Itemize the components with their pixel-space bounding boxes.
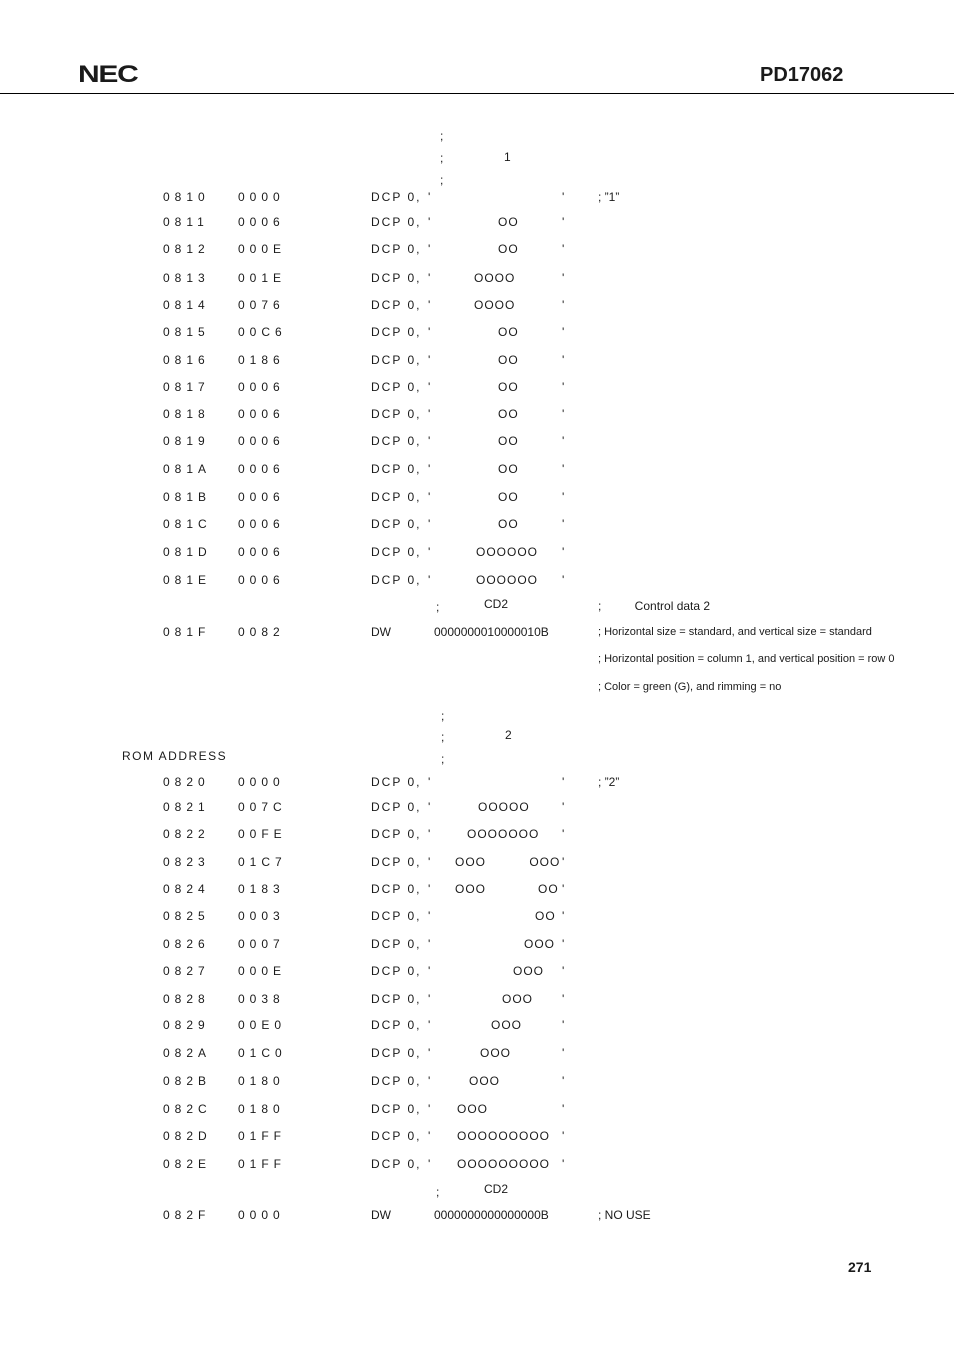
- row-op: DCP 0,: [371, 573, 422, 587]
- row-data: 0000: [238, 775, 285, 789]
- row-dot-pattern: OOO: [469, 1074, 501, 1088]
- row-quote-close: ': [562, 1129, 565, 1143]
- row-quote-close: ': [562, 1018, 565, 1032]
- row-quote-open: ': [428, 517, 431, 531]
- row-dot-pattern: OOO: [480, 1046, 512, 1060]
- row-quote-open: ': [428, 855, 431, 869]
- row-op: DCP 0,: [371, 298, 422, 312]
- row-op: DCP 0,: [371, 1102, 422, 1116]
- row-address: 082E: [163, 1157, 212, 1171]
- header-rule: [0, 93, 954, 94]
- row-op: DCP 0,: [371, 380, 422, 394]
- row-data: 0006: [238, 434, 285, 448]
- comment-number: 1: [504, 150, 511, 164]
- dw-note: ; Horizontal position = column 1, and vertical position = row 0: [598, 653, 895, 665]
- row-data: 0180: [238, 1074, 285, 1088]
- cd-comment-note: ; Control data 2: [598, 599, 711, 613]
- dw-op: DW: [371, 1208, 391, 1222]
- row-quote-close: ': [562, 407, 565, 421]
- row-dot-pattern: OOO: [524, 937, 556, 951]
- row-op: DCP 0,: [371, 462, 422, 476]
- row-quote-open: ': [428, 1129, 431, 1143]
- cd-comment-text: CD2: [484, 597, 509, 611]
- row-dot-pattern: OO: [498, 462, 519, 476]
- row-quote-open: ': [428, 992, 431, 1006]
- row-data: 01C0: [238, 1046, 287, 1060]
- row-quote-close: ': [562, 909, 565, 923]
- row-quote-open: ': [428, 882, 431, 896]
- row-data: 0076: [238, 298, 285, 312]
- row-op: DCP 0,: [371, 353, 422, 367]
- row-data: 0006: [238, 407, 285, 421]
- row-quote-open: ': [428, 353, 431, 367]
- row-data: 00E0: [238, 1018, 287, 1032]
- row-dot-pattern: OOO: [513, 964, 545, 978]
- comment-line: ;: [441, 752, 445, 766]
- row-op: DCP 0,: [371, 964, 422, 978]
- row-dot-pattern: OO: [498, 215, 519, 229]
- row-dot-pattern: OOOOOOO: [467, 827, 540, 841]
- row-address: 0818: [163, 407, 210, 421]
- comment-line: ;: [440, 129, 444, 143]
- row-op: DCP 0,: [371, 1074, 422, 1088]
- row-op: DCP 0,: [371, 545, 422, 559]
- row-quote-open: ': [428, 909, 431, 923]
- row-address: 0810: [163, 190, 210, 204]
- row-quote-close: ': [562, 242, 565, 256]
- row-op: DCP 0,: [371, 215, 422, 229]
- row-quote-open: ': [428, 242, 431, 256]
- row-dot-pattern: OOOOOOOOO: [457, 1129, 551, 1143]
- row-quote-open: ': [428, 800, 431, 814]
- row-data: 0007: [238, 937, 285, 951]
- comment-line: ;: [441, 709, 445, 723]
- row-quote-open: ': [428, 380, 431, 394]
- row-dot-pattern: OO: [498, 407, 519, 421]
- row-op: DCP 0,: [371, 434, 422, 448]
- row-quote-close: ': [562, 827, 565, 841]
- row-quote-close: ': [562, 800, 565, 814]
- row-quote-close: ': [562, 517, 565, 531]
- row-quote-open: ': [428, 407, 431, 421]
- row-quote-open: ': [428, 573, 431, 587]
- row-data: 0003: [238, 909, 285, 923]
- row-address: 081D: [163, 545, 212, 559]
- row-address: 081A: [163, 462, 212, 476]
- row-quote-close: ': [562, 545, 565, 559]
- row-quote-open: ': [428, 190, 431, 204]
- row-quote-close: ': [562, 1102, 565, 1116]
- row-dot-pattern: OOOOOO: [476, 573, 539, 587]
- row-dot-pattern: OOO: [457, 1102, 489, 1116]
- row-op: DCP 0,: [371, 517, 422, 531]
- row-data: 0180: [238, 1102, 285, 1116]
- row-op: DCP 0,: [371, 937, 422, 951]
- row-quote-close: ': [562, 573, 565, 587]
- row-dot-pattern: OO: [498, 434, 519, 448]
- row-dot-pattern: OO: [498, 517, 519, 531]
- row-dot-pattern: OO: [498, 325, 519, 339]
- row-address: 0812: [163, 242, 210, 256]
- row-address: 081C: [163, 517, 212, 531]
- row-address: 0815: [163, 325, 210, 339]
- row-quote-close: ': [562, 215, 565, 229]
- cd-comment-semicolon: ;: [436, 1185, 440, 1199]
- row-dot-pattern: OO: [535, 909, 556, 923]
- row-address: 082D: [163, 1129, 212, 1143]
- row-quote-open: ': [428, 325, 431, 339]
- row-quote-close: ': [562, 1074, 565, 1088]
- row-address: 0829: [163, 1018, 210, 1032]
- row-quote-open: ': [428, 462, 431, 476]
- row-address: 0814: [163, 298, 210, 312]
- dw-data: 0082: [238, 625, 285, 639]
- row-address: 082B: [163, 1074, 212, 1088]
- row-dot-pattern: OOO: [502, 992, 534, 1006]
- row-op: DCP 0,: [371, 1157, 422, 1171]
- comment-line: ;: [440, 151, 444, 165]
- rom-address-label: ROM ADDRESS: [122, 749, 228, 763]
- row-data: 000E: [238, 964, 287, 978]
- row-quote-open: ': [428, 434, 431, 448]
- row-dot-pattern: OO: [498, 353, 519, 367]
- row-op: DCP 0,: [371, 827, 422, 841]
- row-dot-pattern: OO: [498, 242, 519, 256]
- row-dot-pattern: OO: [498, 490, 519, 504]
- cd-comment-semicolon: ;: [436, 600, 440, 614]
- row-dot-pattern: OOO: [491, 1018, 523, 1032]
- row-address: 0823: [163, 855, 210, 869]
- row-quote-open: ': [428, 490, 431, 504]
- row-data: 0006: [238, 380, 285, 394]
- row-op: DCP 0,: [371, 490, 422, 504]
- row-op: DCP 0,: [371, 190, 422, 204]
- dw-address: 081F: [163, 625, 211, 639]
- row-quote-close: ': [562, 462, 565, 476]
- row-data: 0006: [238, 545, 285, 559]
- row-address: 0821: [163, 800, 210, 814]
- row-quote-close: ': [562, 325, 565, 339]
- row-address: 0813: [163, 271, 210, 285]
- row-op: DCP 0,: [371, 325, 422, 339]
- row-quote-open: ': [428, 937, 431, 951]
- row-address: 0822: [163, 827, 210, 841]
- row-dot-pattern: OO: [498, 380, 519, 394]
- row-data: 007C: [238, 800, 287, 814]
- row-quote-close: ': [562, 298, 565, 312]
- document-title: PD17062: [760, 64, 844, 86]
- row-data: 000E: [238, 242, 287, 256]
- row-quote-close: ': [562, 490, 565, 504]
- row-data: 0006: [238, 517, 285, 531]
- row-op: DCP 0,: [371, 800, 422, 814]
- row-data: 0186: [238, 353, 285, 367]
- dw-note: ; Horizontal size = standard, and vertical size = standard: [598, 626, 872, 638]
- row-data: 01C7: [238, 855, 287, 869]
- row-dot-pattern: OOOOOOOOO: [457, 1157, 551, 1171]
- row-address: 0819: [163, 434, 210, 448]
- row-quote-close: ': [562, 937, 565, 951]
- dw-data: 0000: [238, 1208, 285, 1222]
- nec-logo: NEC: [78, 61, 138, 88]
- row-quote-close: ': [562, 1157, 565, 1171]
- comment-line: ;: [440, 173, 444, 187]
- row-op: DCP 0,: [371, 1046, 422, 1060]
- row-op: DCP 0,: [371, 1018, 422, 1032]
- row-address: 0817: [163, 380, 210, 394]
- row-address: 0824: [163, 882, 210, 896]
- row-op: DCP 0,: [371, 909, 422, 923]
- row-quote-close: ': [562, 992, 565, 1006]
- row-quote-open: ': [428, 545, 431, 559]
- row-dot-pattern: OOOO: [474, 298, 516, 312]
- row-quote-close: ': [562, 882, 565, 896]
- row-op: DCP 0,: [371, 992, 422, 1006]
- row-quote-close: ': [562, 353, 565, 367]
- row-dot-pattern: OOO OO: [455, 882, 559, 896]
- row-data: 0183: [238, 882, 285, 896]
- row-address: 0826: [163, 937, 210, 951]
- row-quote-open: ': [428, 215, 431, 229]
- row-address: 0811: [163, 215, 209, 229]
- row-dot-pattern: OOO OOO: [455, 855, 561, 869]
- row-quote-close: ': [562, 434, 565, 448]
- row-op: DCP 0,: [371, 407, 422, 421]
- row-quote-open: ': [428, 964, 431, 978]
- row-data: 0006: [238, 215, 285, 229]
- dw-address: 082F: [163, 1208, 211, 1222]
- row-quote-open: ': [428, 1157, 431, 1171]
- comment-number: 2: [505, 728, 512, 742]
- row-data: 01FF: [238, 1157, 287, 1171]
- page-number: 271: [848, 1259, 872, 1275]
- row-data: 0006: [238, 462, 285, 476]
- row-quote-open: ': [428, 1018, 431, 1032]
- row-note: ; ”2”: [598, 775, 620, 789]
- row-data: 0000: [238, 190, 285, 204]
- row-quote-open: ': [428, 298, 431, 312]
- row-quote-close: ': [562, 380, 565, 394]
- dw-value: 0000000010000010B: [434, 625, 549, 639]
- row-quote-open: ': [428, 271, 431, 285]
- row-quote-open: ': [428, 1102, 431, 1116]
- row-quote-close: ': [562, 775, 565, 789]
- row-address: 0828: [163, 992, 210, 1006]
- row-data: 0006: [238, 490, 285, 504]
- row-data: 01FF: [238, 1129, 287, 1143]
- row-quote-close: ': [562, 190, 565, 204]
- row-op: DCP 0,: [371, 882, 422, 896]
- row-data: 0038: [238, 992, 285, 1006]
- row-dot-pattern: OOOOO: [478, 800, 530, 814]
- dw-op: DW: [371, 625, 391, 639]
- row-quote-open: ': [428, 1074, 431, 1088]
- row-op: DCP 0,: [371, 242, 422, 256]
- row-dot-pattern: OOOO: [474, 271, 516, 285]
- row-quote-close: ': [562, 271, 565, 285]
- row-address: 0825: [163, 909, 210, 923]
- row-quote-open: ': [428, 1046, 431, 1060]
- row-data: 00FE: [238, 827, 287, 841]
- row-address: 081B: [163, 490, 212, 504]
- row-data: 0006: [238, 573, 285, 587]
- comment-line: ;: [441, 730, 445, 744]
- row-quote-open: ': [428, 775, 431, 789]
- dw-note: ; NO USE: [598, 1208, 651, 1222]
- cd-comment-text: CD2: [484, 1182, 509, 1196]
- row-quote-open: ': [428, 827, 431, 841]
- dw-note: ; Color = green (G), and rimming = no: [598, 681, 782, 693]
- row-data: 00C6: [238, 325, 287, 339]
- row-address: 0816: [163, 353, 210, 367]
- row-op: DCP 0,: [371, 855, 422, 869]
- row-quote-close: ': [562, 964, 565, 978]
- row-quote-close: ': [562, 855, 565, 869]
- row-op: DCP 0,: [371, 1129, 422, 1143]
- row-dot-pattern: OOOOOO: [476, 545, 539, 559]
- row-address: 082A: [163, 1046, 212, 1060]
- dw-value: 0000000000000000B: [434, 1208, 549, 1222]
- row-note: ; ”1”: [598, 190, 620, 204]
- row-address: 081E: [163, 573, 212, 587]
- row-quote-close: ': [562, 1046, 565, 1060]
- row-address: 082C: [163, 1102, 212, 1116]
- row-data: 001E: [238, 271, 287, 285]
- row-address: 0820: [163, 775, 210, 789]
- row-address: 0827: [163, 964, 210, 978]
- row-op: DCP 0,: [371, 271, 422, 285]
- row-op: DCP 0,: [371, 775, 422, 789]
